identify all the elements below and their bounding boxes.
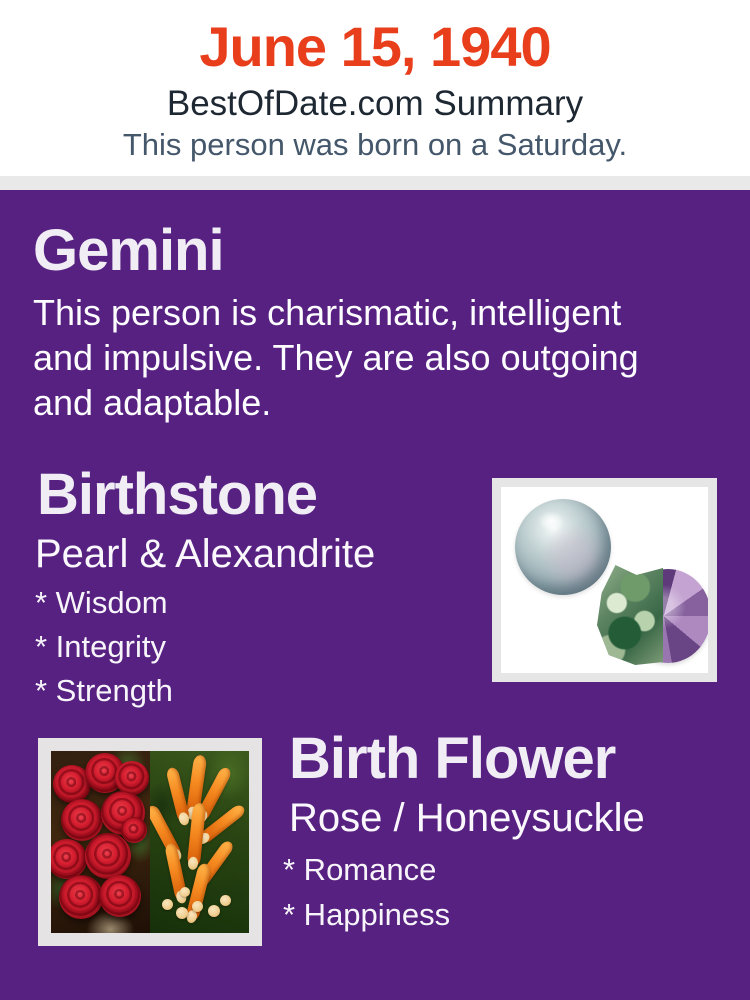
birth-flower-trait: * Happiness (283, 897, 451, 932)
birthstone-trait: * Integrity (35, 629, 166, 664)
divider-bar (0, 176, 750, 190)
purple-panel (0, 190, 750, 1000)
birth-flower-heading: Birth Flower (289, 726, 616, 791)
birth-flower-trait: * Romance (283, 852, 437, 887)
alexandrite-image (597, 559, 709, 669)
birth-flower-names: Rose / Honeysuckle (289, 796, 645, 840)
honeysuckle-image (150, 751, 249, 933)
zodiac-description: This person is charismatic, intelligent and impulsive. They are also outgoing and adaptable. (33, 292, 639, 423)
birthstone-photo (492, 478, 717, 682)
site-summary-line: BestOfDate.com Summary (166, 84, 584, 123)
zodiac-sign-heading: Gemini (33, 218, 224, 283)
header (0, 0, 750, 176)
birth-flower-photo (38, 738, 262, 946)
birthstone-trait: * Strength (35, 673, 173, 708)
birthstone-heading: Birthstone (37, 462, 317, 527)
roses-image (51, 751, 150, 933)
birthstone-names: Pearl & Alexandrite (35, 532, 376, 576)
alexandrite-rough-crystal (597, 565, 663, 665)
page-title: June 15, 1940 (199, 15, 551, 78)
birthstone-trait: * Wisdom (35, 585, 168, 620)
born-day-line: This person was born on a Saturday. (122, 127, 628, 162)
